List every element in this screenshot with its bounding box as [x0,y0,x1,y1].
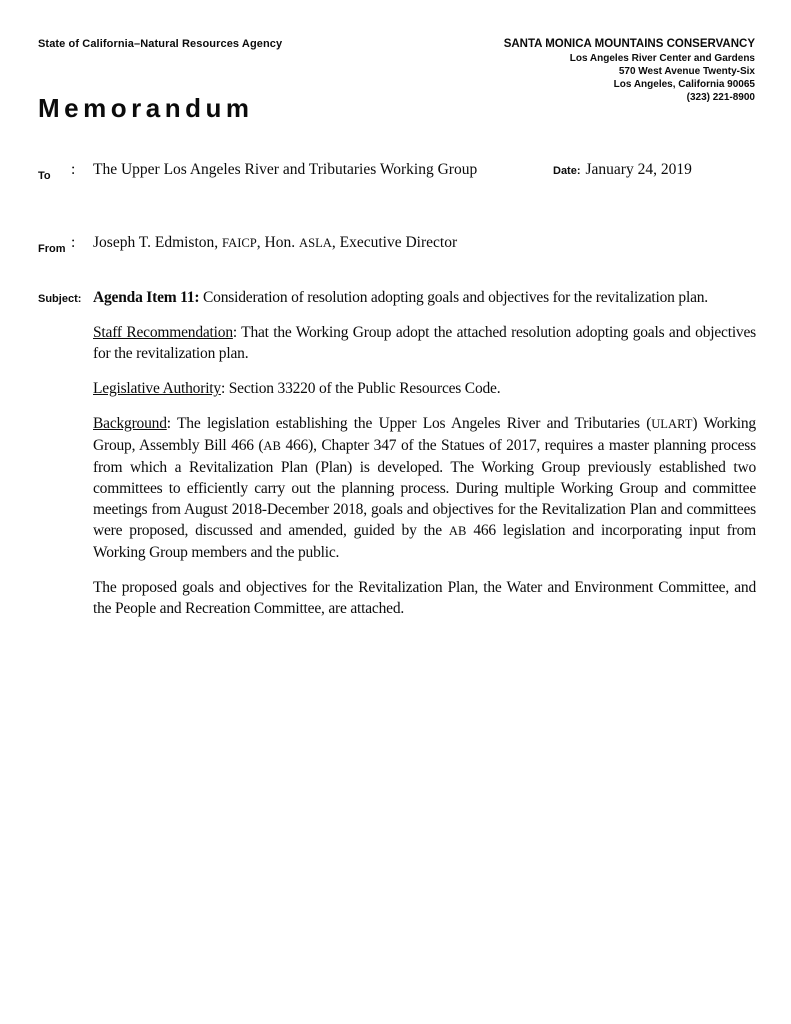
legislative-authority-paragraph [93,378,756,399]
background-text-3: 466), Chapter 347 of the Statues of 2017, requires a master planning process from which a Revitalization Plan (Plan) is developed. The Working Group previously established two committees to efficiently carry out the planning process. During multiple Working Group and committee meetings from August 2018-December 2018, goals and objectives for the Revitalization Plan and committees were proposed, discussed and amended, guided by the [93,437,756,539]
subject-text: Consideration of resolution adopting goals and objectives for the revitalization plan. [199,289,708,306]
background-acronym-ab-2: AB [448,524,467,538]
staff-recommendation-text: : That the Working Group adopt the attached resolution adopting goals and objectives for the revitalization plan. [93,324,756,362]
legislative-authority-heading: Legislative Authority [93,380,221,397]
to-label: To [38,170,51,182]
from-label: From [38,243,66,255]
from-credential-faicp: FAICP [222,236,257,250]
memo-body [38,287,755,619]
from-name: Joseph T. Edmiston, [93,234,223,251]
closing-paragraph: The proposed goals and objectives for the Revitalization Plan, the Water and Environment Committee, and the People and Recreation Committee, are attached. [93,579,756,617]
to-row [38,159,755,181]
from-colon: : [71,234,76,251]
from-value [93,234,457,251]
background-text-2: ) Working Group, Assembly Bill 466 ( [93,415,756,454]
staff-recommendation-heading: Staff Recommendation [93,324,233,341]
conservancy-address-block [504,38,755,104]
to-colon: : [71,161,76,178]
from-credential-asla: ASLA [299,236,332,250]
memo-title: Memorandum [38,93,254,123]
from-job-title: , Executive Director [331,234,458,251]
letterhead [38,37,755,103]
address-line-2: 570 West Avenue Twenty-Six [618,66,755,77]
from-honorific: , Hon. [256,234,299,251]
address-line-3: Los Angeles, California 90065 [613,79,755,90]
address-line-1: Los Angeles River Center and Gardens [569,53,755,64]
background-acronym-ab-1: AB [263,439,281,453]
from-row [38,232,755,254]
agency-line: State of California–Natural Resources Agency [38,38,283,50]
background-text-1: : The legislation establishing the Upper Los Angeles River and Tributaries ( [166,415,652,432]
background-paragraph [93,413,756,563]
subject-paragraph [93,287,756,308]
to-value: The Upper Los Angeles River and Tributaries Working Group [93,161,478,178]
background-heading: Background [93,415,167,432]
subject-lead: Agenda Item 11: [93,289,200,306]
date-group [553,159,692,182]
conservancy-name: SANTA MONICA MOUNTAINS CONSERVANCY [503,38,755,50]
date-value: January 24, 2019 [585,161,692,178]
address-line-4: (323) 221-8900 [686,92,755,103]
legislative-authority-text: : Section 33220 of the Public Resources Code. [220,380,501,397]
background-acronym-ulart: ULART [651,417,693,431]
staff-recommendation-paragraph [93,322,756,364]
background-text-4: 466 legislation and incorporating input from Working Group members and the public. [93,522,756,561]
date-label: Date: [553,165,581,177]
subject-label: Subject: [38,293,82,305]
